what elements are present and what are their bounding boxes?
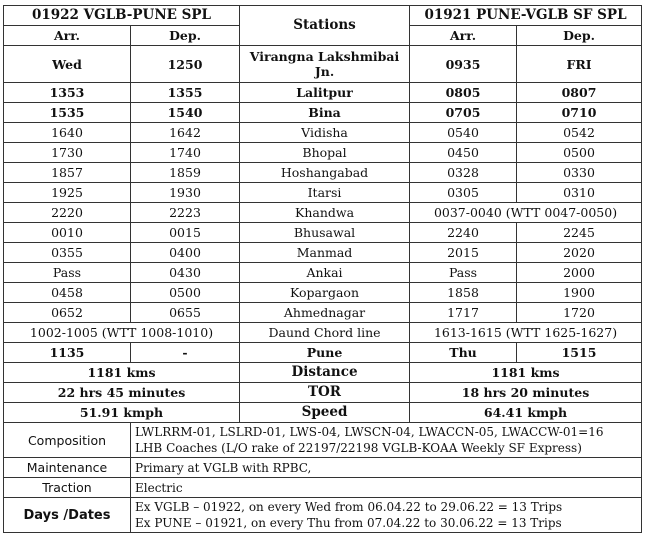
- up-arr-header: Arr.: [410, 26, 517, 46]
- summary-up-value: 18 hrs 20 minutes: [410, 383, 642, 403]
- summary-label: Speed: [240, 403, 410, 423]
- down-train-title: 01922 VGLB-PUNE SPL: [4, 6, 240, 26]
- station-row: [4, 83, 642, 103]
- down-arrival: 2220: [4, 203, 131, 223]
- up-train-title: 01921 PUNE-VGLB SF SPL: [410, 6, 642, 26]
- maintenance-label: Maintenance: [4, 458, 131, 478]
- summary-up-value: 1181 kms: [410, 363, 642, 383]
- station-name: Bina: [240, 103, 410, 123]
- summary-row: [4, 383, 642, 403]
- up-arrival: 0935: [410, 46, 517, 83]
- up-arrival: 2240: [410, 223, 517, 243]
- timetable: [3, 5, 642, 533]
- maintenance-row: [4, 458, 642, 478]
- composition-line: LHB Coaches (L/O rake of 22197/22198 VGLB-KOAA Weekly SF Express): [135, 441, 582, 455]
- station-row: [4, 203, 642, 223]
- down-arrival: 1925: [4, 183, 131, 203]
- days-line: Ex VGLB – 01922, on every Wed from 06.04.22 to 29.06.22 = 13 Trips: [135, 500, 563, 514]
- up-times: 0037-0040 (WTT 0047-0050): [410, 203, 642, 223]
- station-row: [4, 163, 642, 183]
- composition-row: [4, 423, 642, 458]
- station-row: [4, 143, 642, 163]
- station-name: Bhopal: [240, 143, 410, 163]
- down-arrival: 0355: [4, 243, 131, 263]
- up-arrival: 0450: [410, 143, 517, 163]
- summary-row: [4, 363, 642, 383]
- up-arrival: 0328: [410, 163, 517, 183]
- down-departure: 1930: [131, 183, 240, 203]
- down-departure: 0500: [131, 283, 240, 303]
- down-arrival: 0458: [4, 283, 131, 303]
- station-name: Pune: [240, 343, 410, 363]
- station-row: [4, 283, 642, 303]
- down-arrival: Wed: [4, 46, 131, 83]
- down-arrival: 1730: [4, 143, 131, 163]
- down-departure: 0015: [131, 223, 240, 243]
- traction-label: Traction: [4, 478, 131, 498]
- down-arr-header: Arr.: [4, 26, 131, 46]
- station-row: [4, 263, 642, 283]
- station-row: [4, 46, 642, 83]
- down-departure: 1355: [131, 83, 240, 103]
- up-departure: FRI: [517, 46, 642, 83]
- maintenance-value: Primary at VGLB with RPBC,: [131, 458, 642, 478]
- summary-down-value: 22 hrs 45 minutes: [4, 383, 240, 403]
- station-name: Itarsi: [240, 183, 410, 203]
- up-departure: 2245: [517, 223, 642, 243]
- up-departure: 1900: [517, 283, 642, 303]
- stations-header: Stations: [240, 6, 410, 46]
- down-arrival: 1640: [4, 123, 131, 143]
- up-arrival: 1858: [410, 283, 517, 303]
- up-departure: 0542: [517, 123, 642, 143]
- up-arrival: Thu: [410, 343, 517, 363]
- days-value: [131, 498, 642, 533]
- up-arrival: 0705: [410, 103, 517, 123]
- days-row: [4, 498, 642, 533]
- down-arrival: 1535: [4, 103, 131, 123]
- summary-down-value: 1181 kms: [4, 363, 240, 383]
- up-arrival: 0305: [410, 183, 517, 203]
- down-departure: 1859: [131, 163, 240, 183]
- down-departure: 0430: [131, 263, 240, 283]
- up-departure: 1720: [517, 303, 642, 323]
- station-name: Khandwa: [240, 203, 410, 223]
- up-arrival: Pass: [410, 263, 517, 283]
- summary-down-value: 51.91 kmph: [4, 403, 240, 423]
- up-arrival: 2015: [410, 243, 517, 263]
- summary-row: [4, 403, 642, 423]
- traction-row: [4, 478, 642, 498]
- station-name: Lalitpur: [240, 83, 410, 103]
- down-departure: 1740: [131, 143, 240, 163]
- station-row: [4, 183, 642, 203]
- station-name: Vidisha: [240, 123, 410, 143]
- down-times: 1002-1005 (WTT 1008-1010): [4, 323, 240, 343]
- up-dep-header: Dep.: [517, 26, 642, 46]
- down-departure: 1250: [131, 46, 240, 83]
- station-name: Hoshangabad: [240, 163, 410, 183]
- composition-label: Composition: [4, 423, 131, 458]
- station-name: Kopargaon: [240, 283, 410, 303]
- down-dep-header: Dep.: [131, 26, 240, 46]
- station-row: [4, 323, 642, 343]
- station-name: Ankai: [240, 263, 410, 283]
- station-row: [4, 123, 642, 143]
- up-times: 1613-1615 (WTT 1625-1627): [410, 323, 642, 343]
- down-arrival: 0010: [4, 223, 131, 243]
- up-departure: 0330: [517, 163, 642, 183]
- composition-value: [131, 423, 642, 458]
- station-row: [4, 103, 642, 123]
- down-arrival: 0652: [4, 303, 131, 323]
- up-departure: 0807: [517, 83, 642, 103]
- down-departure: -: [131, 343, 240, 363]
- station-row: [4, 343, 642, 363]
- down-arrival: Pass: [4, 263, 131, 283]
- down-arrival: 1353: [4, 83, 131, 103]
- station-name: Daund Chord line: [240, 323, 410, 343]
- down-departure: 0655: [131, 303, 240, 323]
- station-row: [4, 243, 642, 263]
- traction-value: Electric: [131, 478, 642, 498]
- down-arrival: 1135: [4, 343, 131, 363]
- up-departure: 0710: [517, 103, 642, 123]
- days-line: Ex PUNE – 01921, on every Thu from 07.04.22 to 30.06.22 = 13 Trips: [135, 516, 562, 530]
- days-label: Days /Dates: [4, 498, 131, 533]
- summary-label: Distance: [240, 363, 410, 383]
- down-departure: 0400: [131, 243, 240, 263]
- up-departure: 0310: [517, 183, 642, 203]
- up-departure: 2020: [517, 243, 642, 263]
- station-name: Bhusawal: [240, 223, 410, 243]
- down-departure: 1540: [131, 103, 240, 123]
- up-arrival: 0805: [410, 83, 517, 103]
- up-arrival: 0540: [410, 123, 517, 143]
- summary-label: TOR: [240, 383, 410, 403]
- up-arrival: 1717: [410, 303, 517, 323]
- down-departure: 1642: [131, 123, 240, 143]
- up-departure: 1515: [517, 343, 642, 363]
- down-departure: 2223: [131, 203, 240, 223]
- header-row: [4, 6, 642, 26]
- station-name: Ahmednagar: [240, 303, 410, 323]
- station-name: Manmad: [240, 243, 410, 263]
- composition-line: LWLRRM-01, LSLRD-01, LWS-04, LWSCN-04, LWACCN-05, LWACCW-01=16: [135, 425, 604, 439]
- station-row: [4, 223, 642, 243]
- down-arrival: 1857: [4, 163, 131, 183]
- up-departure: 2000: [517, 263, 642, 283]
- summary-up-value: 64.41 kmph: [410, 403, 642, 423]
- station-name: Virangna Lakshmibai Jn.: [240, 46, 410, 83]
- up-departure: 0500: [517, 143, 642, 163]
- station-row: [4, 303, 642, 323]
